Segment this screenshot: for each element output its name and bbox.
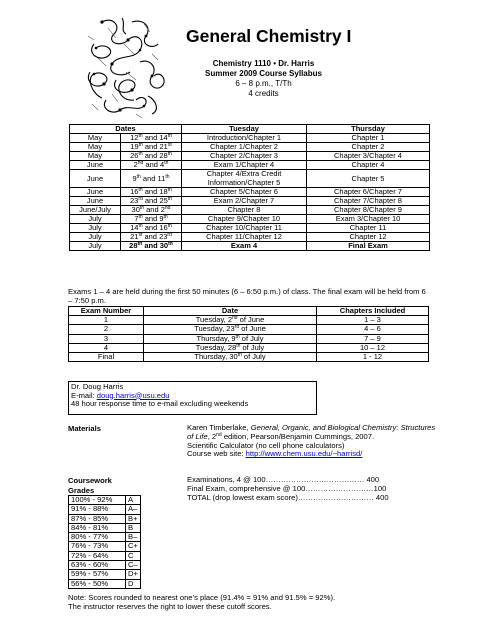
date-suffix: th [138,151,143,158]
date-day: 28 [129,241,138,251]
date-day: 14 [159,133,168,143]
date-suffix: th [137,241,143,248]
grades-table [68,495,141,589]
date-day: 16 [130,186,139,196]
date-and: and [144,204,161,214]
grade-range: 72% - 64% [69,551,126,560]
coursework-line: TOTAL (drop lowest exam score)………………………… 400 [187,492,389,502]
schedule-tuesday: Chapter 4/Extra Credit Information/Chapter 5 [182,170,307,187]
exam-number: 4 [69,343,144,352]
exam-date-suffix: rd [234,324,240,331]
schedule-thursday: Chapter 4 [307,161,430,170]
schedule-tuesday: Chapter 8 [182,205,307,214]
date-day: 23 [130,195,139,205]
cutoff-note: The instructor reserves the right to lower these cutoff scores. [68,602,272,611]
coursework-label: Coursework [68,476,112,485]
date-suffix: nd [164,204,171,211]
exam-chapters: 1 – 3 [317,316,429,325]
exam-row [69,353,429,362]
schedule-month: June/July [70,205,121,214]
date-and: and [142,232,160,242]
grade-range: 84% - 81% [69,523,126,532]
course-instructor-line: Chemistry 1110 • Dr. Harris [212,59,315,68]
grade-range: 59% - 57% [69,570,126,579]
instructor-name: Dr. Doug Harris [71,382,124,391]
grade-letter: C+ [126,542,141,551]
schedule-thursday: Final Exam [307,242,430,251]
date-suffix: th [138,213,143,220]
textbook-citation: Karen Timberlake, General, Organic, and Biological Chemistry: Structures of Life, 2nd edition, Pearson/Benjamin Cummings, 2007. [187,423,436,441]
schedule-month: July [70,214,121,223]
date-day: 21 [130,232,139,242]
schedule-row [70,170,430,187]
date-suffix: th [164,160,169,167]
date-and: and [142,223,160,233]
date-suffix: rd [167,232,172,239]
grade-row [69,579,141,588]
schedule-thursday: Chapter 5 [307,170,430,187]
schedule-thursday: Chapter 2 [307,143,430,152]
grade-notes [68,593,335,611]
schedule-tuesday: Exam 2/Chapter 7 [182,196,307,205]
exam-header-date: Date [144,307,317,316]
date-day: 11 [157,173,166,183]
course-website-link[interactable]: http://www.chem.usu.edu/~harrisd/ [245,449,363,459]
schedule-tuesday: Chapter 5/Chapter 6 [182,187,307,196]
date-suffix: nd [137,160,144,167]
exam-header-chapters: Chapters Included [317,307,429,316]
grade-letter: D+ [126,570,141,579]
schedule-month: June [70,196,121,205]
date-suffix: th [167,223,172,230]
schedule-month: July [70,224,121,233]
date-day: 28 [159,151,168,161]
schedule-month: July [70,233,121,242]
date-and: and [142,186,160,196]
schedule-month: May [70,134,121,143]
date-and: and [142,133,160,143]
schedule-tuesday: Exam 1/Chapter 4 [182,161,307,170]
date-suffix: th [136,173,141,180]
grade-row [69,570,141,579]
date-day: 25 [159,195,168,205]
date-suffix: th [168,241,173,248]
schedule-thursday: Chapter 1 [307,134,430,143]
exam-date-day: Tuesday, 2 [195,315,233,325]
schedule-month: May [70,152,121,161]
date-suffix: rd [138,195,143,202]
schedule-row [70,187,430,196]
date-day: 30 [159,241,169,251]
schedule-header-dates: Dates [70,125,182,134]
schedule-thursday: Chapter 11 [307,224,430,233]
schedule-header-tuesday: Tuesday [182,125,307,134]
schedule-dates [121,170,182,187]
date-suffix: th [167,186,172,193]
exam-date-month: of June [237,315,265,325]
exam-date-day: Thursday, 9 [196,333,236,343]
schedule-body [70,134,430,251]
date-suffix: th [138,142,143,149]
materials-text [187,424,437,459]
date-day: 21 [159,142,168,152]
grade-letter: A– [126,505,141,514]
grade-letter: C [126,551,141,560]
date-and: and [143,160,161,170]
date-day: 26 [130,151,139,161]
exam-chapters: 10 – 12 [317,343,429,352]
date-suffix: th [139,204,145,211]
exam-date-suffix: th [235,333,240,340]
schedule-thursday: Exam 3/Chapter 10 [307,214,430,223]
course-header [186,59,341,99]
grade-row [69,542,141,551]
exam-date-day: Tuesday, 23 [194,324,235,334]
grade-range: 76% - 73% [69,542,126,551]
exam-date [144,353,317,362]
response-time: 48 hour response time to e-mail excluding weekends [71,399,249,408]
grades-label: Grades [68,486,95,495]
textbook-title: General, Organic, and Biological Chemistry: Structures of Life [187,423,436,441]
grade-range: 56% - 50% [69,579,126,588]
exam-header-number: Exam Number [69,307,144,316]
grade-letter: A [126,496,141,505]
date-day: 16 [159,223,168,233]
grade-range: 100% - 92% [69,496,126,505]
exam-date-day: Thursday, 30 [194,352,238,362]
date-day: 18 [159,186,168,196]
schedule-header-thursday: Thursday [307,125,430,134]
schedule-tuesday: Chapter 11/Chapter 12 [182,233,307,242]
exam-date-suffix: nd [232,315,238,322]
schedule-dates [121,242,182,251]
date-day: 19 [130,142,139,152]
date-suffix: th [138,223,143,230]
date-and: and [142,151,160,161]
schedule-thursday: Chapter 12 [307,233,430,242]
date-suffix: th [138,186,143,193]
schedule-tuesday: Introduction/Chapter 1 [182,134,307,143]
schedule-thursday: Chapter 7/Chapter 8 [307,196,430,205]
date-day: 2 [160,204,165,214]
schedule-thursday: Chapter 3/Chapter 4 [307,152,430,161]
exam-number: 2 [69,325,144,334]
credits-line: 4 credits [248,89,279,98]
date-and: and [142,213,160,223]
grade-range: 63% - 60% [69,561,126,570]
date-day: 9 [159,213,164,223]
date-suffix: st [167,142,172,149]
date-and: and [142,142,160,152]
grade-letter: C– [126,561,141,570]
exam-timing-note: Exams 1 – 4 are held during the first 50 minutes (6 – 6:50 p.m.) of class. The final exam will be held from 6 – 7:50 p.m. [68,287,426,305]
grade-letter: B– [126,533,141,542]
schedule-row [70,196,430,205]
exam-number: 3 [69,334,144,343]
date-day: 9 [132,173,137,183]
schedule-table [69,124,430,251]
coursework-line: Examinations, 4 @ 100………………………………… 400 [187,475,380,484]
date-suffix: th [167,151,172,158]
exam-date-month: of July [240,342,265,352]
exam-chapters: 7 – 9 [317,334,429,343]
date-and: and [142,241,160,251]
date-day: 4 [160,160,165,170]
materials-label: Materials [68,424,101,433]
date-day: 30 [131,204,140,214]
exam-date-month: of July [239,333,264,343]
protein-structure-image [82,14,168,120]
date-day: 7 [134,213,139,223]
class-time-line: 6 – 8 p.m., T/Th [235,79,292,88]
schedule-month: July [70,242,121,251]
grade-letter: B+ [126,514,141,523]
schedule-month: June [70,187,121,196]
exam-body [69,316,429,362]
schedule-tuesday: Chapter 2/Chapter 3 [182,152,307,161]
date-suffix: th [163,213,168,220]
grade-range: 87% - 85% [69,514,126,523]
schedule-month: June [70,170,121,187]
schedule-dates [121,161,182,170]
exam-date-month: of July [241,352,266,362]
email-link[interactable]: doug.harris@usu.edu [96,390,170,400]
rounding-note: Note: Scores rounded to nearest one’s place (91.4% = 91% and 91.5% = 92%). [68,593,336,602]
page-title: General Chemistry I [186,26,352,46]
date-suffix: th [167,133,172,140]
schedule-month: June [70,161,121,170]
date-suffix: th [167,195,172,202]
schedule-thursday: Chapter 8/Chapter 9 [307,205,430,214]
schedule-month: May [70,143,121,152]
email-label: E-mail: [71,390,97,400]
coursework-line: Final Exam, comprehensive @ 100………………………100 [187,483,387,493]
date-and: and [142,195,160,205]
contact-box [68,381,317,415]
grade-letter: D [126,579,141,588]
date-and: and [140,173,158,183]
schedule-thursday: Chapter 6/Chapter 7 [307,187,430,196]
exam-date-suffix: th [237,352,242,359]
date-day: 14 [130,223,139,233]
grades-body [69,496,141,589]
website-line: Course web site: http://www.chem.usu.edu/~harrisd/ [187,449,363,459]
date-day: 23 [159,232,168,242]
grade-range: 80% - 77% [69,533,126,542]
exam-chapters: 1 - 12 [317,353,429,362]
date-suffix: th [165,173,170,180]
exam-chapters: 4 – 6 [317,325,429,334]
calculator-requirement: Scientific Calculator (no cell phone calculators) [187,440,345,450]
exam-date-day: Tuesday, 28 [195,342,237,352]
schedule-tuesday: Exam 4 [182,242,307,251]
syllabus-term-line: Summer 2009 Course Syllabus [205,69,322,78]
date-suffix: th [138,133,143,140]
coursework-text [187,476,427,502]
date-day: 12 [130,133,139,143]
exam-number: Final [69,353,144,362]
schedule-tuesday: Chapter 9/Chapter 10 [182,214,307,223]
date-day: 2 [133,160,138,170]
exam-number: 1 [69,316,144,325]
exam-date-suffix: th [236,342,241,349]
grade-range: 91% - 88% [69,505,126,514]
date-suffix: st [138,232,143,239]
exam-date-month: of June [239,324,266,334]
schedule-row [70,242,430,251]
grade-row [69,505,141,514]
grade-letter: B [126,523,141,532]
grade-row [69,514,141,523]
schedule-tuesday: Chapter 10/Chapter 11 [182,224,307,233]
exam-table [68,306,429,362]
schedule-tuesday: Chapter 1/Chapter 2 [182,143,307,152]
